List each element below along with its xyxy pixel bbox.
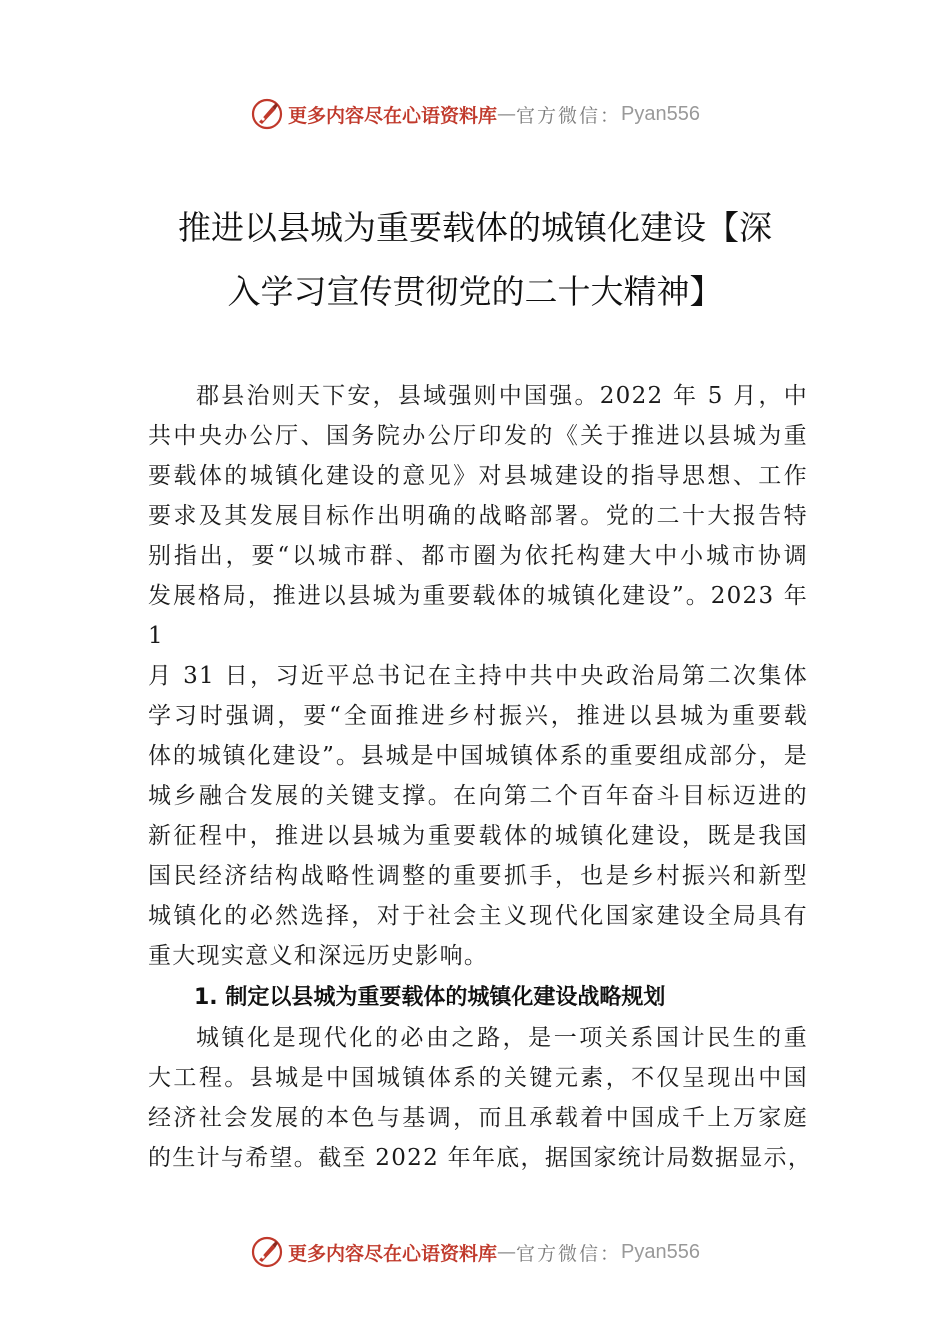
paragraph-line: 别指出，要“以城市群、都市圈为依托构建大中小城市协调	[148, 543, 808, 569]
paragraph-line: 经济社会发展的本色与基调，而且承载着中国成千上万家庭	[148, 1105, 808, 1131]
paragraph-1	[148, 376, 808, 976]
paragraph-line: 城镇化的必然选择，对于社会主义现代化国家建设全局具有	[148, 903, 808, 929]
banner-wechat-id: Pyan556	[621, 1240, 700, 1263]
paragraph-line: 体的城镇化建设”。县城是中国城镇体系的重要组成部分，是	[148, 743, 808, 769]
section-heading-1: 1. 制定以县城为重要载体的城镇化建设战略规划	[194, 985, 666, 1010]
banner-brand: 更多内容尽在心语资料库	[288, 1242, 498, 1265]
paragraph-line: 要载体的城镇化建设的意见》对县城建设的指导思想、工作	[148, 463, 808, 489]
paragraph-line: 重大现实意义和深远历史影响。	[148, 943, 489, 969]
paragraph-line: 发展格局，推进以县城为重要载体的城镇化建设”。2023 年	[148, 583, 808, 609]
paragraph-line: 国民经济结构战略性调整的重要抓手，也是乡村振兴和新型	[148, 863, 808, 889]
paragraph-line: 城乡融合发展的关键支撑。在向第二个百年奋斗目标迈进的	[148, 783, 808, 809]
paragraph-line: 要求及其发展目标作出明确的战略部署。党的二十大报告特	[148, 503, 808, 529]
paragraph-line: 共中央办公厅、国务院办公厅印发的《关于推进以县城为重	[148, 423, 808, 449]
title-line-2: 入学习宣传贯彻党的二十大精神】	[227, 272, 723, 311]
paragraph-line: 城镇化是现代化的必由之路，是一项关系国计民生的重	[196, 1025, 808, 1051]
paragraph-line: 的生计与希望。截至 2022 年年底，据国家统计局数据显示，	[148, 1145, 813, 1171]
footer-banner	[0, 1232, 950, 1272]
banner-brand: 更多内容尽在心语资料库	[288, 104, 498, 127]
banner-wechat-label: 官方微信：	[516, 104, 622, 127]
banner-separator: —	[497, 103, 517, 125]
paragraph-line: 新征程中，推进以县城为重要载体的城镇化建设，既是我国	[148, 823, 808, 849]
paragraph-line: 大工程。县城是中国城镇体系的关键元素，不仅呈现出中国	[148, 1065, 808, 1091]
banner-wechat-label: 官方微信：	[516, 1242, 622, 1265]
header-banner	[0, 94, 950, 134]
paragraph-2	[148, 1018, 813, 1178]
document-title	[130, 196, 820, 324]
banner-separator: —	[497, 1241, 517, 1263]
pen-nib-logo-icon	[250, 1235, 284, 1269]
paragraph-line: 1	[148, 623, 164, 649]
paragraph-line: 月 31 日，习近平总书记在主持中共中央政治局第二次集体	[148, 663, 808, 689]
paragraph-line: 郡县治则天下安，县域强则中国强。2022 年 5 月，中	[196, 383, 808, 409]
banner-wechat-id: Pyan556	[621, 102, 700, 125]
pen-nib-logo-icon	[250, 97, 284, 131]
paragraph-line: 学习时强调，要“全面推进乡村振兴，推进以县城为重要载	[148, 703, 808, 729]
title-line-1: 推进以县城为重要载体的城镇化建设【深	[178, 208, 772, 247]
